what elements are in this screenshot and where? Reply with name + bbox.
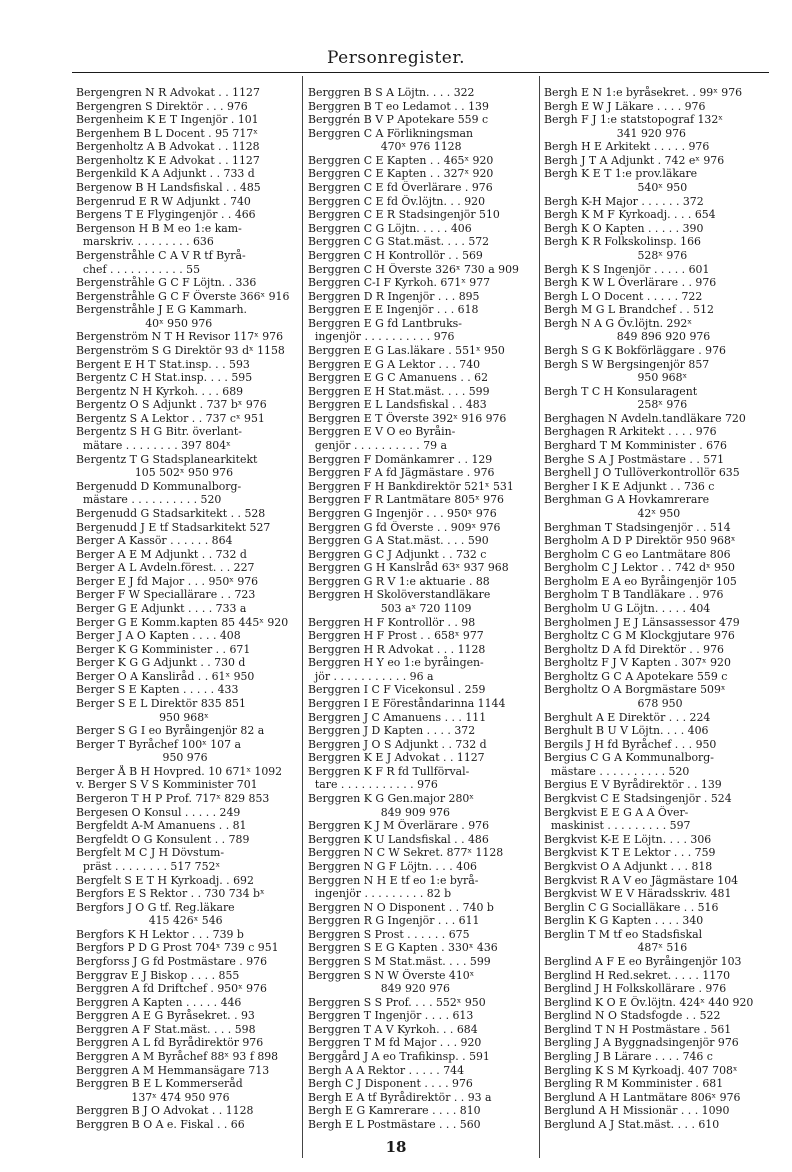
register-entry: Berger A E M Adjunkt . . 732 d — [76, 547, 247, 561]
register-entry: Berger E J fd Major . . . 950ˣ 976 — [76, 574, 259, 588]
register-entry: Bergkvist C E Stadsingenjör . 524 — [544, 792, 732, 806]
register-column-3 — [544, 86, 770, 1132]
register-entry: Berggren S N W Överste 410ˣ — [308, 968, 475, 982]
register-entry: Bergesen O Konsul . . . . . 249 — [76, 805, 241, 819]
column-divider-left — [302, 76, 303, 1158]
register-entry: Bergenudd D Kommunalborg- — [76, 479, 242, 493]
register-entry: Berger J A O Kapten . . . . 408 — [76, 629, 241, 643]
register-entry: Bergkvist W E V Häradsskriv. 481 — [544, 887, 732, 901]
register-entry: ingenjör . . . . . . . . . . 976 — [308, 330, 455, 344]
register-entry: Bergling K S M Kyrkoadj. 407 708ˣ — [544, 1063, 738, 1077]
register-entry: Berghman T Stadsingenjör . . 514 — [544, 520, 731, 534]
register-entry: Berggren A Kapten . . . . . 446 — [76, 995, 242, 1009]
register-entry: Bergenholtz A B Advokat . . 1128 — [76, 140, 260, 154]
register-entry: 105 502ˣ 950 976 — [76, 466, 233, 480]
register-entry: Bergenstråhle G C F Löjtn. . 336 — [76, 276, 257, 290]
register-entry: Bergholtz G C A Apotekare 559 c — [544, 669, 728, 683]
register-entry: mätare . . . . . . . . 397 804ˣ — [76, 439, 231, 453]
register-entry: Berggren G H Kanslråd 63ˣ 937 968 — [308, 561, 509, 575]
register-entry: Bergh F J 1:e statstopograf 132ˣ — [544, 113, 723, 127]
register-entry: Bergius C G A Kommunalborg- — [544, 751, 714, 765]
register-entry: Berggren B O A e. Fiskal . . 66 — [76, 1117, 245, 1131]
register-entry: Berglin T M tf eo Stadsfiskal — [544, 927, 703, 941]
register-entry: Berggren B E L Kommerseråd — [76, 1077, 243, 1091]
header-rule — [72, 72, 769, 73]
register-entry: Berggren A fd Driftchef . 950ˣ 976 — [76, 982, 267, 996]
register-entry: Bergenholtz K E Advokat . . 1127 — [76, 153, 260, 167]
register-entry: Bergenudd J E tf Stadsarkitekt 527 — [76, 520, 271, 534]
register-entry: Berggren F H Bankdirektör 521ˣ 531 — [308, 479, 514, 493]
register-entry: 470ˣ 976 1128 — [308, 140, 462, 154]
register-entry: Berggren K G Gen.major 280ˣ — [308, 792, 474, 806]
register-entry: Bergfeldt O G Konsulent . . 789 — [76, 832, 250, 846]
register-entry: Berggren B J O Advokat . . 1128 — [76, 1104, 254, 1118]
register-entry: Bergholm A D P Direktör 950 968ˣ — [544, 534, 736, 548]
register-entry: Berghult B U V Löjtn. . . . 406 — [544, 724, 709, 738]
register-entry: Berggren J C Amanuens . . . 111 — [308, 710, 487, 724]
register-entry: 137ˣ 474 950 976 — [76, 1090, 230, 1104]
register-entry: Berggren R G Ingenjör . . . 611 — [308, 914, 480, 928]
register-entry: Bergenrud E R W Adjunkt . 740 — [76, 194, 251, 208]
register-entry: 528ˣ 976 — [544, 248, 688, 262]
register-entry: Bergils J H fd Byråchef . . . 950 — [544, 737, 717, 751]
register-entry: Berggren J O S Adjunkt . . 732 d — [308, 737, 487, 751]
register-entry: Berglund A H Missionär . . . 1090 — [544, 1104, 730, 1118]
register-entry: Berggren A L fd Byrådirektör 976 — [76, 1036, 264, 1050]
register-entry: Berggård J A eo Trafikinsp. . 591 — [308, 1050, 490, 1064]
register-entry: Bergholm T B Tandläkare . . 976 — [544, 588, 724, 602]
register-entry: Berggren I E Föreståndarinna 1144 — [308, 697, 506, 711]
register-entry: Bergfors E S Rektor . . 730 734 bˣ — [76, 887, 265, 901]
register-entry: Bergkvist K T E Lektor . . . 759 — [544, 846, 716, 860]
register-entry: Berggrav E J Biskop . . . . 855 — [76, 968, 240, 982]
register-entry: mästare . . . . . . . . . . 520 — [544, 764, 690, 778]
register-entry: Berggren C G Löjtn. . . . . 406 — [308, 221, 472, 235]
register-entry: Bergens T E Flygingenjör . . 466 — [76, 208, 256, 222]
register-entry: Bergholm E A eo Byråingenjör 105 — [544, 574, 737, 588]
register-entry: Berger A Kassör . . . . . . 864 — [76, 534, 233, 548]
register-entry: Bergh J T A Adjunkt . 742 eˣ 976 — [544, 153, 725, 167]
register-entry: Berggren K U Landsfiskal . . 486 — [308, 832, 489, 846]
register-entry: Berggren E G A Lektor . . . 740 — [308, 357, 481, 371]
register-entry: Berglind A F E eo Byråingenjör 103 — [544, 955, 742, 968]
register-entry: Berghagen R Arkitekt . . . . 976 — [544, 425, 717, 439]
register-column-1 — [76, 86, 302, 1132]
register-entry: Berggren C E R Stadsingenjör 510 — [308, 208, 500, 222]
register-entry: Bergius E V Byrådirektör . . 139 — [544, 778, 722, 792]
register-entry: Bergkvist O A Adjunkt . . . 818 — [544, 859, 713, 873]
register-entry: 950 976 — [76, 751, 208, 765]
register-entry: Berglin C G Socialläkare . . 516 — [544, 900, 719, 914]
register-entry: Bergh E A tf Byrådirektör . . 93 a — [308, 1090, 492, 1104]
register-entry: Berggren I C F Vicekonsul . 259 — [308, 683, 486, 697]
register-entry: Berggren G C J Adjunkt . . 732 c — [308, 547, 487, 561]
register-entry: Berggren T A V Kyrkoh. . . 684 — [308, 1022, 478, 1036]
register-entry: Bergenudd G Stadsarkitekt . . 528 — [76, 506, 266, 520]
register-entry: Berggren C E Kapten . . 465ˣ 920 — [308, 153, 494, 167]
register-entry: Bergh E G Kamrerare . . . . 810 — [308, 1104, 481, 1118]
register-entry: Berggren S S Prof. . . . 552ˣ 950 — [308, 995, 486, 1009]
register-entry: Berggren E V O eo Byråin- — [308, 425, 456, 439]
register-entry: Berggren S Prost . . . . . . 675 — [308, 927, 470, 941]
register-entry: 487ˣ 516 — [544, 941, 688, 955]
register-entry: Berglund A J Stat.mäst. . . . 610 — [544, 1117, 720, 1131]
register-entry: 540ˣ 950 — [544, 181, 688, 195]
register-entry: Berger Å B H Hovpred. 10 671ˣ 1092 — [76, 764, 283, 778]
register-entry: Berger G E Adjunkt . . . . 733 a — [76, 601, 247, 615]
register-entry: Bergh K-H Major . . . . . . 372 — [544, 194, 704, 208]
register-entry: tare . . . . . . . . . . . 976 — [308, 778, 438, 792]
register-entry: Berggren E E Ingenjör . . . 618 — [308, 303, 479, 317]
register-entry: Berger S G I eo Byråingenjör 82 a — [76, 724, 265, 738]
register-entry: Bergenström S G Direktör 93 dˣ 1158 — [76, 343, 285, 357]
register-entry: Bergh K R Folkskolinsp. 166 — [544, 235, 701, 249]
register-entry: Berger S E Kapten . . . . . 433 — [76, 683, 239, 697]
register-entry: marskriv. . . . . . . . . 636 — [76, 235, 214, 249]
register-entry: Berggren E G fd Lantbruks- — [308, 316, 462, 330]
register-entry: Bergh K E T 1:e prov.läkare — [544, 167, 698, 181]
register-entry: 678 950 — [544, 697, 683, 711]
register-entry: Berger K G G Adjunkt . . 730 d — [76, 656, 246, 670]
register-entry: Bergenheim K E T Ingenjör . 101 — [76, 113, 259, 127]
register-entry: Berggren J D Kapten . . . . 372 — [308, 724, 476, 738]
register-entry: Berggren F R Lantmätare 805ˣ 976 — [308, 493, 504, 507]
register-entry: Bergenstråhle C A V R tf Byrå- — [76, 248, 246, 262]
register-entry: ingenjör . . . . . . . . . 82 b — [308, 887, 452, 901]
register-entry: Bergenstråhle J E G Kammarh. — [76, 303, 248, 317]
register-entry: Berggren F A fd Jägmästare . 976 — [308, 466, 495, 480]
register-entry: Bergforss J G fd Postmästare . 976 — [76, 955, 268, 968]
register-entry: Bergh E W J Läkare . . . . 976 — [544, 99, 706, 113]
register-entry: Berggren H F Kontrollör . . 98 — [308, 615, 476, 629]
register-entry: v. Berger S V S Komminister 701 — [76, 778, 258, 792]
register-entry: präst . . . . . . . . 517 752ˣ — [76, 859, 221, 873]
register-entry: Berglind N O Stadsfogde . . 522 — [544, 1009, 721, 1023]
register-entry: Bergfors K H Lektor . . . 739 b — [76, 927, 244, 941]
register-entry: Bergh E N 1:e byråsekret. . 99ˣ 976 — [544, 86, 743, 99]
register-entry: Bergling J A Byggnadsingenjör 976 — [544, 1036, 739, 1050]
register-entry: Bergh N A G Öv.löjtn. 292ˣ — [544, 316, 692, 330]
register-entry: Berggren S E G Kapten . 330ˣ 436 — [308, 941, 498, 955]
register-entry: Berggren H Y eo 1:e byråingen- — [308, 656, 484, 670]
register-entry: Bergh K M F Kyrkoadj. . . . 654 — [544, 208, 716, 222]
register-entry: Berger O A Kansliråd . . 61ˣ 950 — [76, 669, 255, 683]
register-entry: Berggren A M Byråchef 88ˣ 93 f 898 — [76, 1050, 279, 1064]
register-entry: Berggren S M Stat.mäst. . . . 599 — [308, 955, 491, 968]
register-entry: Bergholm C J Lektor . . 742 dˣ 950 — [544, 561, 735, 575]
register-entry: jör . . . . . . . . . . . 96 a — [308, 669, 434, 683]
register-entry: Berggren C A Förlikningsman — [308, 126, 474, 140]
register-entry: Berghell J O Tullöverkontrollör 635 — [544, 466, 740, 480]
register-entry: 341 920 976 — [544, 126, 686, 140]
page-number: 18 — [385, 1138, 407, 1156]
register-entry: Berggren N O Disponent . . 740 b — [308, 900, 494, 914]
register-entry: Bergentz C H Stat.insp. . . . 595 — [76, 371, 253, 385]
register-entry: Bergh K W L Överlärare . . 976 — [544, 276, 717, 290]
register-entry: Berggren K J M Överlärare . 976 — [308, 819, 489, 833]
register-entry: Bergholm U G Löjtn. . . . . 404 — [544, 601, 711, 615]
register-entry: Bergholtz D A fd Direktör . . 976 — [544, 642, 724, 656]
register-entry: Berggren C E fd Överlärare . 976 — [308, 181, 493, 195]
column-divider-right — [539, 76, 540, 1158]
register-entry: Bergh T C H Konsularagent — [544, 384, 698, 398]
register-entry: Berggren F Domänkamrer . . 129 — [308, 452, 493, 466]
register-entry: Berggren A E G Byråsekret. . 93 — [76, 1009, 255, 1023]
register-entry: Berger S E L Direktör 835 851 — [76, 697, 246, 711]
register-entry: Bergfors P D G Prost 704ˣ 739 c 951 — [76, 941, 279, 955]
register-entry: Bergher I K E Adjunkt . . 736 c — [544, 479, 715, 493]
register-entry: Bergh C J Disponent . . . . 976 — [308, 1077, 473, 1091]
register-entry: Bergholmen J E J Länsassessor 479 — [544, 615, 740, 629]
register-entry: Bergkvist K-E E Löjtn. . . . 306 — [544, 832, 712, 846]
register-entry: Berggren N G F Löjtn. . . . 406 — [308, 859, 477, 873]
register-entry: Bergh H E Arkitekt . . . . . 976 — [544, 140, 710, 154]
register-entry: Berggren H R Advokat . . . 1128 — [308, 642, 486, 656]
register-entry: Bergh L O Docent . . . . . 722 — [544, 289, 703, 303]
page-title: Personregister. — [326, 48, 466, 68]
register-entry: Berggren B T eo Ledamot . . 139 — [308, 99, 489, 113]
register-column-2 — [308, 86, 534, 1132]
register-entry: Berggren B S A Löjtn. . . . 322 — [308, 86, 475, 99]
register-entry: Berggren E T Överste 392ˣ 916 976 — [308, 411, 507, 425]
register-entry: 950 968ˣ — [544, 371, 688, 385]
register-entry: mästare . . . . . . . . . . 520 — [76, 493, 222, 507]
register-entry: Berggren A F Stat.mäst. . . . 598 — [76, 1022, 256, 1036]
register-entry: Berggren T M fd Major . . . 920 — [308, 1036, 482, 1050]
register-entry: Berglund A H Lantmätare 806ˣ 976 — [544, 1090, 741, 1104]
register-entry: 42ˣ 950 — [544, 506, 681, 520]
register-entry: Bergkvist R A V eo Jägmästare 104 — [544, 873, 739, 887]
register-entry: Bergenkild K A Adjunkt . . 733 d — [76, 167, 255, 181]
register-entry: Berger K G Komminister . . 671 — [76, 642, 251, 656]
register-entry: Berggren H F Prost . . 658ˣ 977 — [308, 629, 484, 643]
register-entry: Berger A L Avdeln.förest. . . 227 — [76, 561, 255, 575]
register-entry: Bergentz T G Stadsplanearkitekt — [76, 452, 258, 466]
register-entry: Bergentz S H G Bitr. överlant- — [76, 425, 242, 439]
register-entry: Bergenson H B M eo 1:e kam- — [76, 221, 242, 235]
register-entry: genjör . . . . . . . . . . 79 a — [308, 439, 448, 453]
register-entry: Berger T Byråchef 100ˣ 107 a — [76, 737, 241, 751]
register-entry: Berggren E H Stat.mäst. . . . 599 — [308, 384, 490, 398]
register-entry: Bergh S W Bergsingenjör 857 — [544, 357, 710, 371]
register-entry: Bergeron T H P Prof. 717ˣ 829 853 — [76, 792, 270, 806]
register-entry: Berggren K E J Advokat . . 1127 — [308, 751, 485, 765]
register-entry: 849 920 976 — [308, 982, 450, 996]
register-entry: Bergholtz O A Borgmästare 509ˣ — [544, 683, 726, 697]
register-entry: Berggren K F R fd Tullförval- — [308, 764, 470, 778]
register-entry: Berggren G fd Överste . . 909ˣ 976 — [308, 520, 501, 534]
register-entry: Berggren C H Överste 326ˣ 730 a 909 — [308, 262, 519, 276]
register-entry: 415 426ˣ 546 — [76, 914, 223, 928]
register-entry: Bergentz S A Lektor . . 737 cˣ 951 — [76, 411, 265, 425]
register-entry: Berggren N C W Sekret. 877ˣ 1128 — [308, 846, 504, 860]
register-entry: Bergh S G K Bokförläggare . 976 — [544, 343, 726, 357]
register-entry: Bergh E L Postmästare . . . 560 — [308, 1117, 481, 1131]
register-entry: Bergh A A Rektor . . . . . 744 — [308, 1063, 465, 1077]
register-entry: Berglind T N H Postmästare . 561 — [544, 1022, 732, 1036]
register-entry: Bergholtz F J V Kapten . 307ˣ 920 — [544, 656, 731, 670]
register-entry: Bergh K S Ingenjör . . . . . 601 — [544, 262, 710, 276]
register-entry: Berggren C G Stat.mäst. . . . 572 — [308, 235, 490, 249]
register-entry: Berggren G Ingenjör . . . 950ˣ 976 — [308, 506, 497, 520]
register-entry: Berggren E L Landsfiskal . . 483 — [308, 398, 487, 412]
register-entry: 258ˣ 976 — [544, 398, 688, 412]
register-entry: Berggren E G Las.läkare . 551ˣ 950 — [308, 343, 505, 357]
register-entry: Berghagen N Avdeln.tandläkare 720 — [544, 411, 746, 425]
register-entry: Bergenstråhle G C F Överste 366ˣ 916 — [76, 289, 290, 303]
register-entry: Berggren C E Kapten . . 327ˣ 920 — [308, 167, 494, 181]
register-entry: Bergengren N R Advokat . . 1127 — [76, 86, 260, 99]
register-entry: Bergent E H T Stat.insp. . . 593 — [76, 357, 250, 371]
register-entry: Berggren N H E tf eo 1:e byrå- — [308, 873, 479, 887]
register-entry: Bergling J B Lärare . . . . 746 c — [544, 1050, 713, 1064]
register-entry: Bergkvist E E G A A Över- — [544, 805, 689, 819]
register-entry: Bergenow B H Landsfiskal . . 485 — [76, 181, 261, 195]
register-entry: Berglind H Red.sekret. . . . . 1170 — [544, 968, 731, 982]
register-entry: Bergh K O Kapten . . . . . 390 — [544, 221, 704, 235]
register-entry: 849 909 976 — [308, 805, 450, 819]
register-entry: 849 896 920 976 — [544, 330, 711, 344]
register-entry: Bergenhem B L Docent . 95 717ˣ — [76, 126, 258, 140]
register-entry: 40ˣ 950 976 — [76, 316, 213, 330]
register-entry: Berglind J H Folkskollärare . 976 — [544, 982, 727, 996]
register-entry: Berger F W Speciallärare . . 723 — [76, 588, 256, 602]
register-entry: Berggren C H Kontrollör . . 569 — [308, 248, 483, 262]
register-entry: Bergfors J O G tf. Reg.läkare — [76, 900, 235, 914]
register-entry: Berggren T Ingenjör . . . . 613 — [308, 1009, 474, 1023]
register-entry: Bergentz N H Kyrkoh. . . . 689 — [76, 384, 244, 398]
register-entry: Berghard T M Komminister . 676 — [544, 439, 727, 453]
register-entry: Berggren E G C Amanuens . . 62 — [308, 371, 489, 385]
register-entry: Berghult A E Direktör . . . 224 — [544, 710, 711, 724]
register-entry: Berggren H Skolöverstandläkare — [308, 588, 491, 602]
register-entry: maskinist . . . . . . . . . 597 — [544, 819, 691, 833]
register-entry: Berggren C-I F Kyrkoh. 671ˣ 977 — [308, 276, 491, 290]
register-entry: chef . . . . . . . . . . . 55 — [76, 262, 200, 276]
register-entry: Berghman G A Hovkamrerare — [544, 493, 710, 507]
register-entry: 503 aˣ 720 1109 — [308, 601, 472, 615]
register-entry: Bergholm C G eo Lantmätare 806 — [544, 547, 731, 561]
register-entry: Bergengren S Direktör . . . 976 — [76, 99, 248, 113]
register-entry: Bergholtz C G M Klockgjutare 976 — [544, 629, 735, 643]
register-entry: 950 968ˣ — [76, 710, 209, 724]
register-entry: Berggren C E fd Öv.löjtn. . . 920 — [308, 194, 486, 208]
register-entry: Bergentz O S Adjunkt . 737 bˣ 976 — [76, 398, 267, 412]
register-entry: Berglind K O E Öv.löjtn. 424ˣ 440 920 — [544, 995, 754, 1009]
register-entry: Berghe S A J Postmästare . . 571 — [544, 452, 725, 466]
register-entry: Bergfeldt A-M Amanuens . . 81 — [76, 819, 247, 833]
register-entry: Bergling R M Komminister . 681 — [544, 1077, 724, 1091]
register-entry: Bergfelt M C J H Dövstum- — [76, 846, 225, 860]
register-entry: Berggren G R V 1:e aktuarie . 88 — [308, 574, 490, 588]
register-entry: Berggren D R Ingenjör . . . 895 — [308, 289, 480, 303]
register-entry: Berggren A M Hemmansägare 713 — [76, 1063, 270, 1077]
register-entry: Berggrén B V P Apotekare 559 c — [308, 113, 489, 127]
register-entry: Berglin K G Kapten . . . . 340 — [544, 914, 704, 928]
register-entry: Berggren G A Stat.mäst. . . . 590 — [308, 534, 489, 548]
register-entry: Bergenström N T H Revisor 117ˣ 976 — [76, 330, 284, 344]
register-entry: Berger G E Komm.kapten 85 445ˣ 920 — [76, 615, 289, 629]
register-entry: Bergh M G L Brandchef . . 512 — [544, 303, 714, 317]
register-entry: Bergfelt S E T H Kyrkoadj. . 692 — [76, 873, 254, 887]
